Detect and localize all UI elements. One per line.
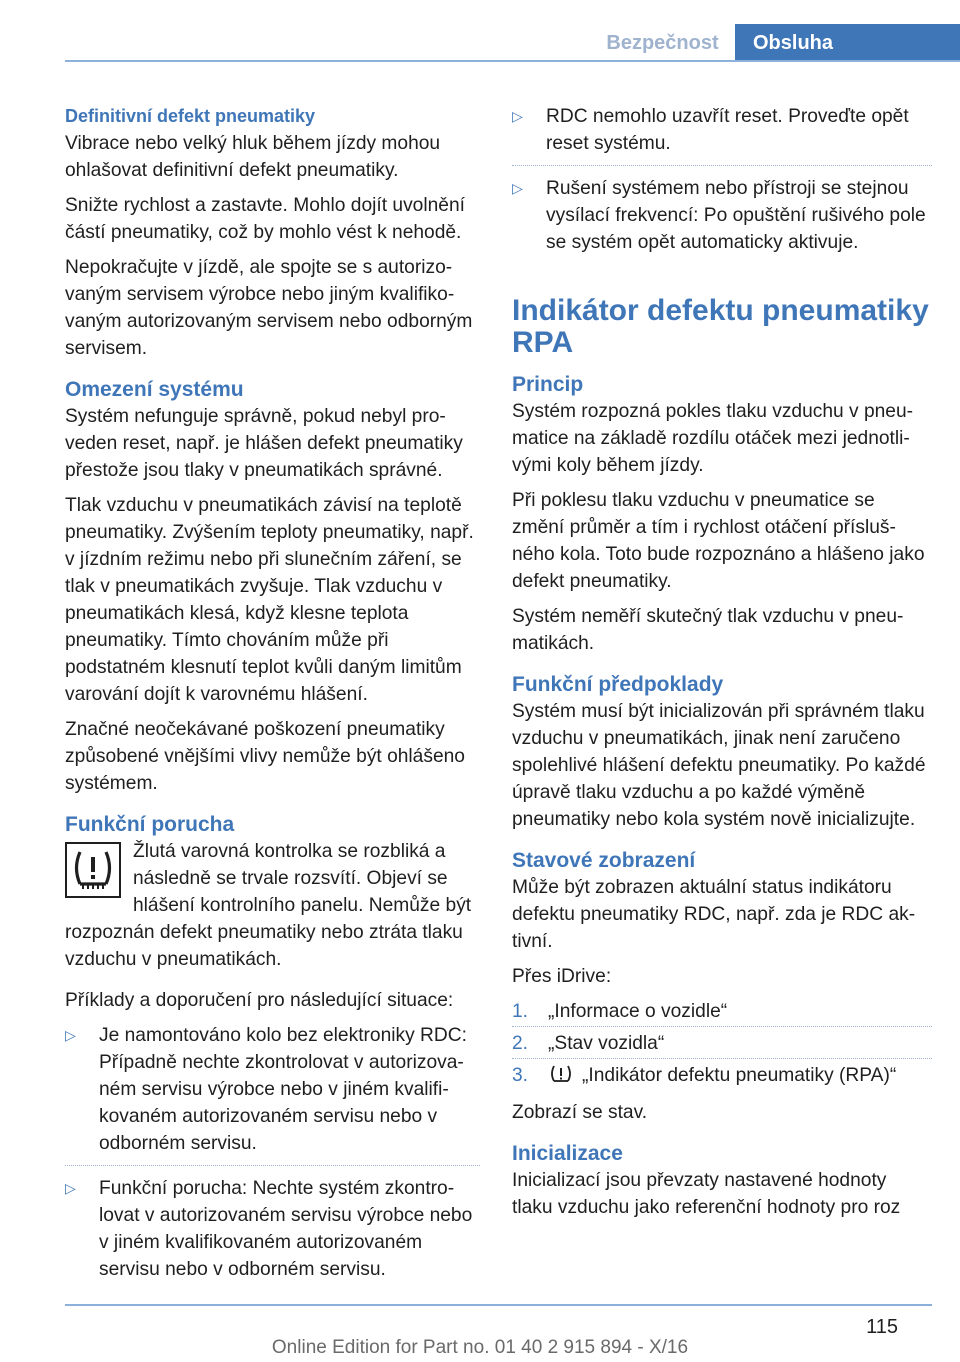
edition-footer: Online Edition for Part no. 01 40 2 915 894 - X/16	[271, 1337, 689, 1358]
triangle-bullet-icon: ▷	[512, 108, 523, 124]
heading-status-display: Stavové zobrazení	[512, 849, 696, 872]
page-header	[0, 0, 960, 62]
paragraph: Může být zobrazen aktuální status indikátoru defektu pneumatiky RDC, např. zda je RDC aktivní.	[512, 877, 916, 952]
paragraph: Přes iDrive:	[512, 966, 612, 987]
step-item: 2. „Stav vozidla“	[512, 1030, 932, 1059]
heading-malfunction: Funkční porucha	[65, 813, 235, 836]
right-column	[512, 103, 932, 1229]
section-tab-safety[interactable]: Bezpečnost	[606, 32, 719, 54]
heading-tire-defect: Definitivní defekt pneumatiky	[65, 106, 316, 126]
triangle-bullet-icon: ▷	[512, 180, 523, 196]
paragraph: Tlak vzduchu v pneumatikách závisí na teplotě pneumatiky. Zvýšením teploty pneumatiky, např. v jízdním režimu nebo při slunečním záření, se tlak v pneumatikách zvyšuje. Tlak vzduchu v pneumatikách klesá, když klesne teplota pneumatiky. Tímto chováním může při podstatném klesnutí teplot kvůli daným limitům varování dojít k varovnému hlášení.	[65, 495, 474, 705]
paragraph: Snižte rychlost a zastavte. Mohlo dojít uvolnění částí pneumatiky, což by mohlo vést k nehodě.	[65, 195, 465, 243]
list-item: ▷ Funkční porucha: Nechte systém zkontrolovat v autorizovaném servisu výrobce nebo v jiném kvalifikovaném autorizovaném servisu nebo v odborném servisu.	[65, 1175, 480, 1292]
idrive-steps	[512, 998, 932, 1091]
paragraph: Inicializací jsou převzaty nastavené hodnoty tlaku vzduchu jako referenční hodnoty pro roz	[512, 1170, 901, 1218]
paragraph: Při poklesu tlaku vzduchu v pneumatice se změní průměr a tím i rychlost otáčení příslušného kola. Toto bude rozpoznáno a hlášeno jako defekt pneumatiky.	[512, 490, 925, 592]
list-item: ▷ Rušení systémem nebo přístroji se stejnou vysílací frekvencí: Po opuštění rušivého pole se systém opět automaticky aktivuje.	[512, 175, 932, 265]
paragraph: Žlutá varovná kontrolka se rozbliká a následně se trvale rozsvítí. Objeví se hlášení kontrolního panelu. Nemůže být rozpoznán defekt pneumatiky nebo ztráta tlaku vzduchu v pneumatikách.	[65, 841, 472, 970]
paragraph: Nepokračujte v jízdě, ale spojte se s autorizovaným servisem výrobce nebo jiným kvalifikovaným autorizovaným servisem nebo odborným servisem.	[65, 257, 473, 359]
tire-warning-icon	[548, 1063, 574, 1085]
tire-pressure-warning-icon	[65, 842, 121, 898]
section-tab-operation[interactable]: Obsluha	[735, 24, 960, 62]
triangle-bullet-icon: ▷	[65, 1027, 76, 1043]
heading-system-limits: Omezení systému	[65, 378, 244, 401]
triangle-bullet-icon: ▷	[65, 1180, 76, 1196]
paragraph: Zobrazí se stav.	[512, 1102, 648, 1123]
heading-initialization: Inicializace	[512, 1142, 623, 1165]
paragraph: Systém rozpozná pokles tlaku vzduchu v pneumatice na základě rozdílu otáček mezi jednotlivými koly během jízdy.	[512, 401, 914, 476]
footer-divider	[65, 1304, 932, 1306]
paragraph: Systém neměří skutečný tlak vzduchu v pneumatikách.	[512, 606, 904, 654]
paragraph: Značné neočekávané poškození pneumatiky způsobené vnějšími vlivy nemůže být ohlášeno systémem.	[65, 719, 465, 794]
heading-rpa-indicator: Indikátor defektu pneumatiky RPA	[512, 294, 929, 359]
list-item: ▷ Je namontováno kolo bez elektroniky RDC: Případně nechte zkontrolovat v autorizovaném servisu výrobce nebo v jiném kvalifikovaném autorizovaném servisu nebo v odborném servisu.	[65, 1022, 480, 1166]
list-item: ▷ RDC nemohlo uzavřít reset. Proveďte opět reset systému.	[512, 103, 932, 166]
left-column	[65, 103, 480, 1301]
paragraph: Systém nefunguje správně, pokud nebyl proveden reset, např. je hlášen defekt pneumatiky přestože jsou tlaky v pneumatikách správné.	[65, 406, 463, 481]
header-divider	[65, 60, 960, 62]
page-number: 115	[866, 1316, 898, 1338]
reset-list	[512, 103, 932, 265]
heading-principle: Princip	[512, 373, 584, 396]
paragraph: Vibrace nebo velký hluk během jízdy mohou ohlašovat definitivní defekt pneumatiky.	[65, 133, 441, 181]
heading-requirements: Funkční předpoklady	[512, 673, 724, 696]
step-item: 1. „Informace o vozidle“	[512, 998, 932, 1027]
step-item: 3. „Indikátor defektu pneumatiky (RPA)“	[512, 1065, 897, 1086]
malfunction-block	[65, 838, 480, 973]
paragraph: Příklady a doporučení pro následující situace:	[65, 990, 454, 1011]
malfunction-list	[65, 1022, 480, 1292]
paragraph: Systém musí být inicializován při správném tlaku vzduchu v pneumatikách, jinak není zaručeno spolehlivé hlášení defektu pneumatiky. Po každé úpravě tlaku vzduchu a po každé výměně pneumatiky nebo kola systém nově inicializujte.	[512, 701, 926, 830]
